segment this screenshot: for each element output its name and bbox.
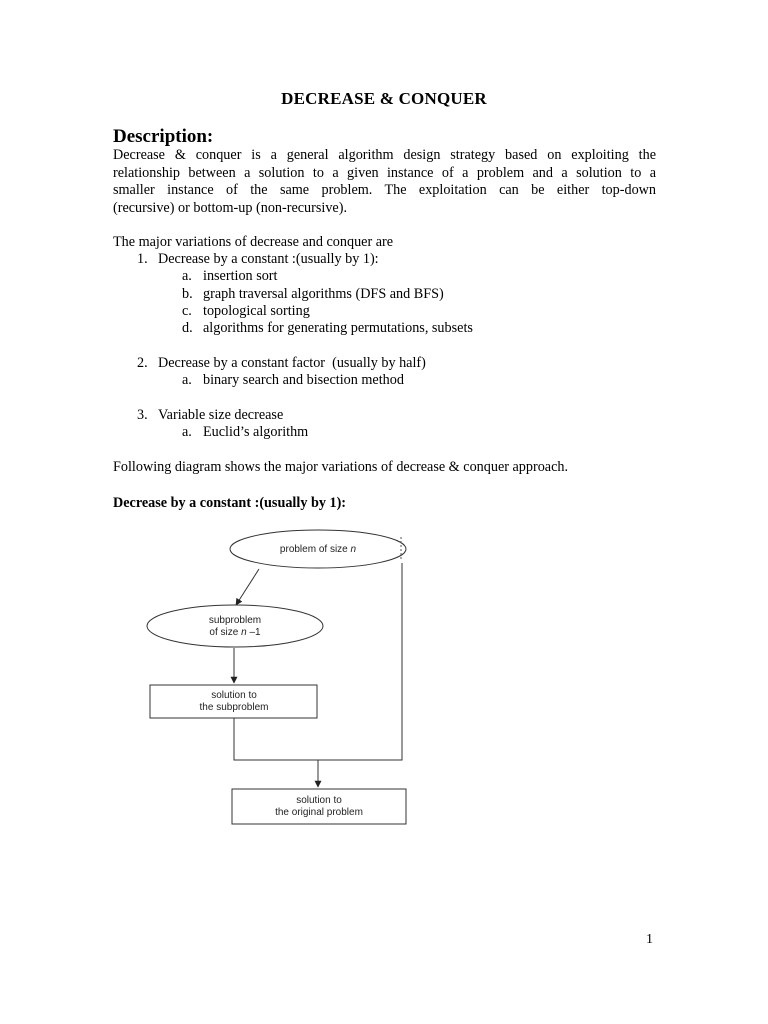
- variation-1-item-b: graph traversal algorithms (DFS and BFS): [203, 286, 444, 302]
- variation-1-label: Decrease by a constant :(usually by 1):: [158, 251, 379, 267]
- variation-1-item-c: topological sorting: [203, 303, 310, 319]
- solution-subproblem-line-1: solution to: [211, 690, 257, 701]
- variation-3-item-a-letter: a.: [182, 424, 192, 440]
- subproblem-label-line-2: of size n –1: [209, 627, 261, 638]
- description-line-4: (recursive) or bottom-up (non-recursive).: [113, 199, 348, 216]
- description-heading: Description:: [113, 126, 214, 147]
- page-title: DECREASE & CONQUER: [281, 89, 487, 108]
- arrow-to-subproblem: [236, 569, 259, 605]
- variation-1-item-d-letter: d.: [182, 320, 193, 336]
- variation-3-label: Variable size decrease: [158, 407, 284, 423]
- variation-2-item-a-letter: a.: [182, 372, 192, 388]
- solution-original-line-1: solution to: [296, 795, 342, 806]
- description-line-1: Decrease & conquer is a general algorithm design strategy based on exploiting the: [113, 147, 656, 163]
- description-line-3: smaller instance of the same problem. The exploitation can be either top-down: [113, 182, 656, 198]
- connector-from-problem: [318, 563, 402, 760]
- page-number: 1: [646, 932, 653, 947]
- connector-from-subproblem: [234, 718, 318, 760]
- variation-3-number: 3.: [137, 407, 148, 423]
- variation-1-item-d: algorithms for generating permutations, subsets: [203, 320, 473, 336]
- variation-1-number: 1.: [137, 251, 148, 267]
- variation-2-label: Decrease by a constant factor (usually by half): [158, 355, 426, 371]
- description-line-2: relationship between a solution to a given instance of a problem and a solution to a: [113, 164, 656, 181]
- subproblem-ellipse: [147, 605, 323, 647]
- variation-1-item-b-letter: b.: [182, 286, 193, 302]
- description-paragraph: [113, 147, 656, 217]
- decrease-by-constant-diagram: [130, 525, 420, 835]
- variation-2-item-a: binary search and bisection method: [203, 372, 404, 388]
- variation-2-number: 2.: [137, 355, 148, 371]
- variation-1-item-a: insertion sort: [203, 268, 278, 284]
- variation-1-item-a-letter: a.: [182, 268, 192, 284]
- solution-subproblem-line-2: the subproblem: [199, 702, 269, 713]
- variation-3-item-a: Euclid’s algorithm: [203, 424, 309, 440]
- variations-intro: The major variations of decrease and conquer are: [113, 234, 394, 250]
- diagram-subheading: Decrease by a constant :(usually by 1):: [113, 495, 347, 511]
- solution-original-line-2: the original problem: [275, 807, 363, 818]
- diagram-intro: Following diagram shows the major variations of decrease & conquer approach.: [113, 459, 569, 475]
- problem-label: problem of size n: [279, 544, 357, 555]
- subproblem-label-line-1: subproblem: [208, 615, 262, 626]
- variation-1-item-c-letter: c.: [182, 303, 192, 319]
